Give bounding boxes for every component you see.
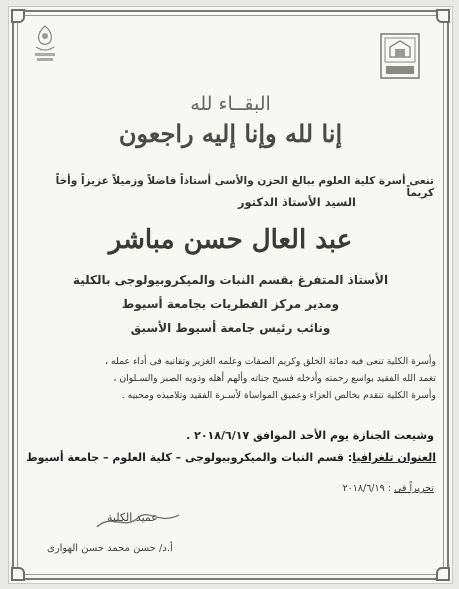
border-corner-top-right (436, 9, 450, 23)
college-emblem-icon (31, 23, 59, 65)
issue-date (343, 483, 434, 494)
heading-inna-lillah: إنا لله وإنا إليه راجعون (118, 119, 343, 148)
deceased-name: عبد العال حسن مباشر (108, 225, 353, 255)
body-line: وأسرة الكلية تنعى فيه دماثة الخلق وكريم الصفات وعلمه الغزير وتفانيه فى أداء عمله ، (105, 356, 436, 367)
position-line: الأستاذ المتفرغ بقسم النبات والميكروبيولوجى بالكلية (72, 273, 389, 287)
telegraph-address (26, 451, 436, 464)
telegraph-label: العنوان تلغرافيا (352, 451, 436, 464)
dean-name: أ.د/ حسن محمد حسن الهوارى (47, 543, 173, 554)
body-line: وأسرة الكلية تتقدم بخالص العزاء وعميق المواساة لأسـرة الفقيد وتلاميذه ومحبيه . (121, 390, 436, 401)
deceased-title: السيد الأستاذ الدكتور (237, 195, 356, 209)
position-line: ومدير مركز الفطريات بجامعة أسيوط (121, 297, 340, 311)
heading-baqaa: البقــاء لله (190, 93, 271, 115)
border-corner-bottom-left (11, 567, 25, 581)
issue-date-value: : ٢٠١٨/٦/١٩ (342, 483, 391, 494)
obituary-document (8, 6, 453, 584)
telegraph-value: : قسم النبات والميكروبيولوجى – كلية العلوم – جامعة أسيوط (26, 451, 353, 464)
funeral-date: وشيعت الجنازة يوم الأحد الموافق ٢٠١٨/٦/١٧ . (186, 429, 434, 442)
university-seal-icon (380, 33, 420, 79)
border-corner-bottom-right (436, 567, 450, 581)
issue-date-label: تحريراً فى (393, 483, 434, 494)
condolence-paragraph (25, 353, 436, 404)
body-line: تغمد الله الفقيد بواسع رحمته وأدخله فسيح جناته وألهم أهله وذويه الصبر والسـلوان ، (113, 373, 436, 384)
dean-title: عميد الكلية (107, 511, 158, 524)
position-line: ونائب رئيس جامعة أسيوط الأسبق (130, 321, 331, 335)
notice-intro: تنعى أسرة كلية العلوم ببالغ الحزن والأسى أستاذاً فاضلاً وزميلاً عزيزاً وأخاً كريماً (55, 175, 434, 199)
border-corner-top-left (11, 9, 25, 23)
